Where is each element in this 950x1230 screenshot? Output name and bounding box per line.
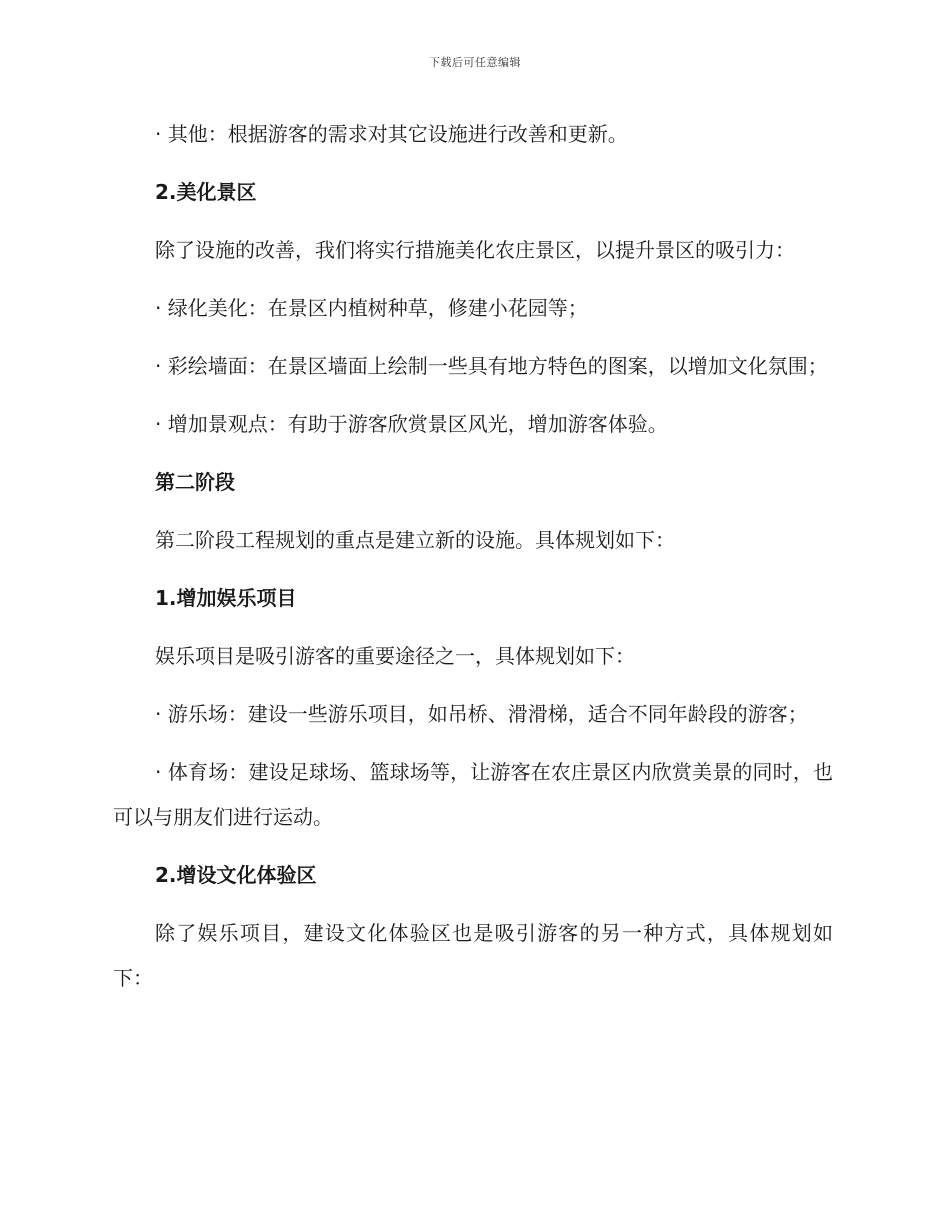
heading-beautify-scenic: 2.美化景区 [155,180,257,204]
heading-entertainment: 1.增加娱乐项目 [155,586,297,610]
paragraph-entertainment-intro: 娱乐项目是吸引游客的重要途径之一，具体规划如下： [155,644,635,668]
paragraph-culture-intro: 除了娱乐项目，建设文化体验区也是吸引游客的另一种方式，具体规划如下： [113,921,833,990]
paragraph-greening: · 绿化美化：在景区内植树种草，修建小花园等； [155,296,588,320]
heading-culture-zone: 2.增设文化体验区 [155,863,317,887]
header-note: 下载后可任意编辑 [429,56,521,69]
paragraph-beautify-intro: 除了设施的改善，我们将实行措施美化农庄景区，以提升景区的吸引力： [155,238,795,262]
paragraph-painted-walls: · 彩绘墙面：在景区墙面上绘制一些具有地方特色的图案，以增加文化氛围； [155,354,828,378]
paragraph-sports-field: · 体育场：建设足球场、篮球场等，让游客在农庄景区内欣赏美景的同时，也可以与朋友们进行运动。 [113,760,833,829]
paragraph-playground: · 游乐场：建设一些游乐项目，如吊桥、滑滑梯，适合不同年龄段的游客； [155,702,808,726]
paragraph-viewpoints: · 增加景观点：有助于游客欣赏景区风光，增加游客体验。 [155,412,668,436]
heading-phase-two: 第二阶段 [155,470,235,494]
paragraph-phase-two-intro: 第二阶段工程规划的重点是建立新的设施。具体规划如下： [155,528,675,552]
document-body [113,112,833,1001]
paragraph-other-facilities: · 其他：根据游客的需求对其它设施进行改善和更新。 [155,122,628,146]
